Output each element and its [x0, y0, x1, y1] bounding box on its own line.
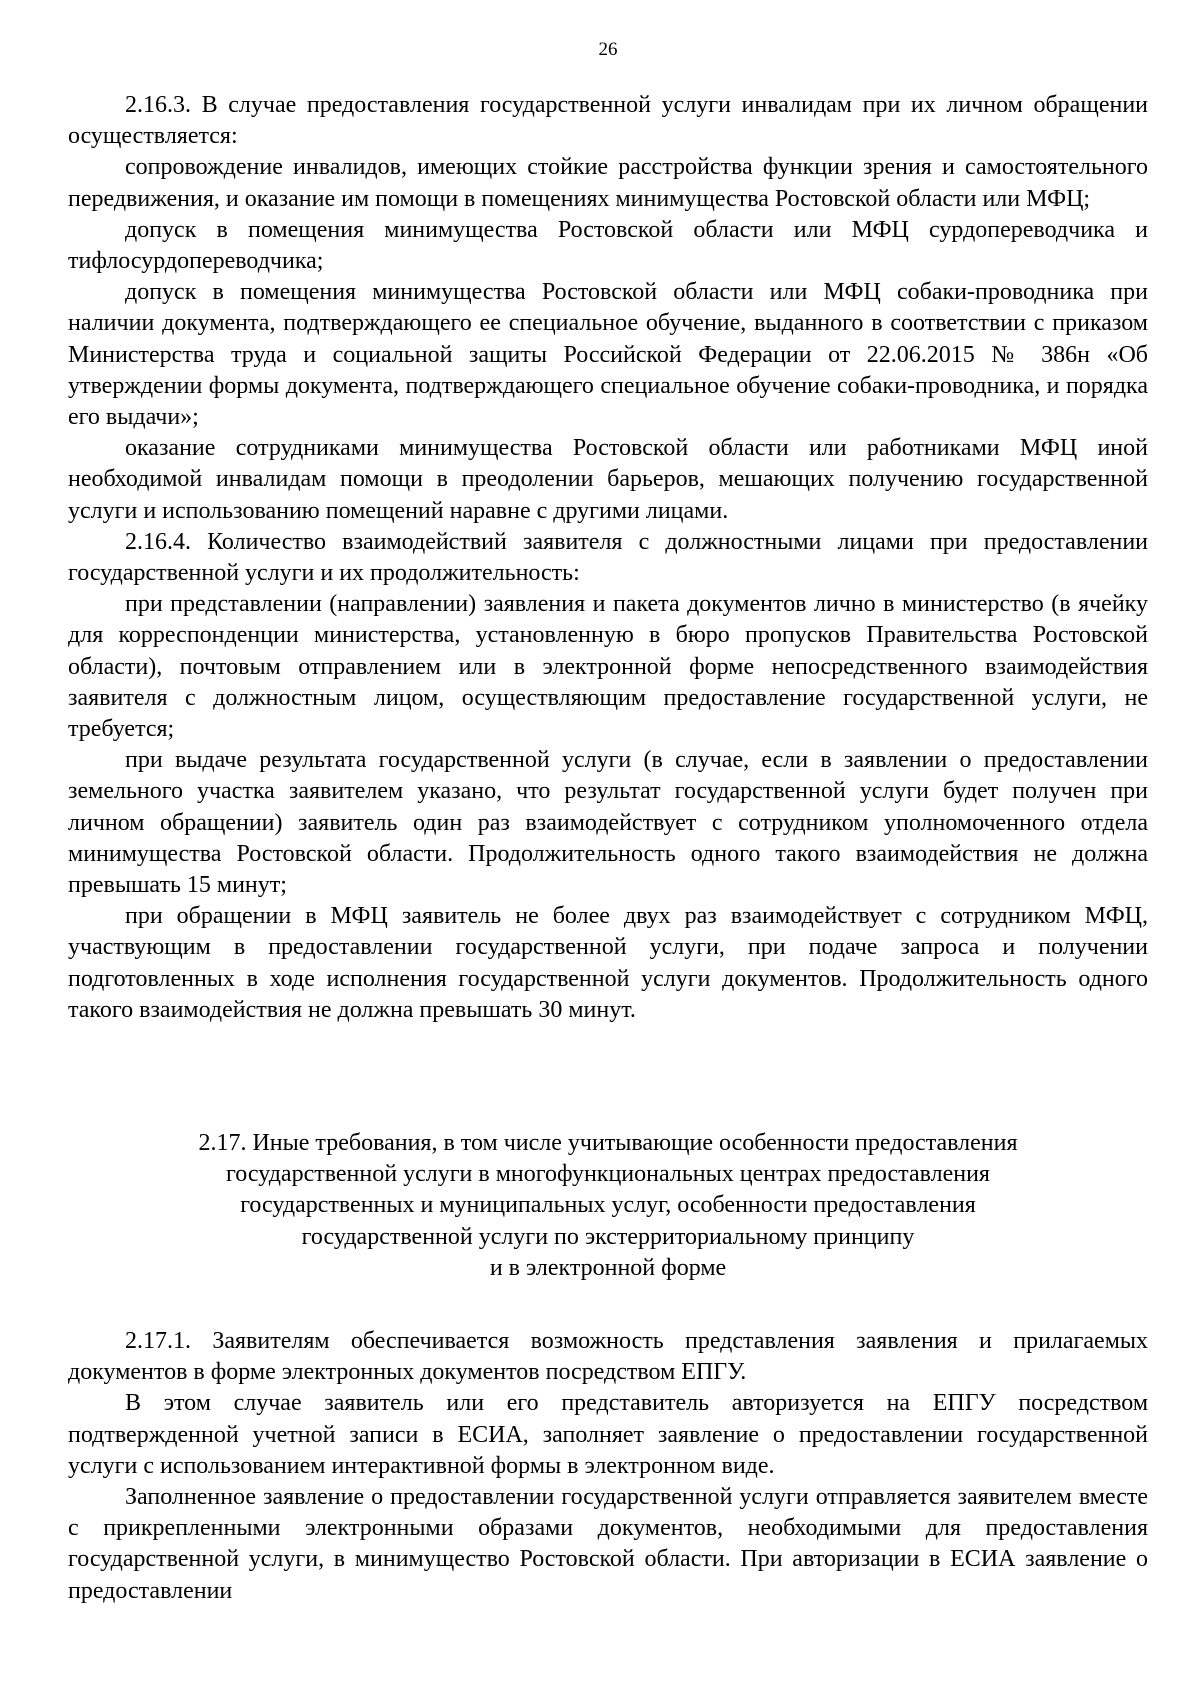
paragraph-mfc-interaction: при обращении в МФЦ заявитель не более двух раз взаимодействует с сотрудником МФЦ, участвующим в предоставлении государственной услуги, при подаче запроса и получении подготовленных в ходе исполнения государственной услуги документов. Продолжительность одного такого взаимодействия не должна превышать 30 минут. — [68, 903, 1148, 1023]
paragraph-escort: сопровождение инвалидов, имеющих стойкие расстройства функции зрения и самостоятельного передвижения, и оказание им помощи в помещениях минимущества Ростовской области или МФЦ; — [68, 154, 1148, 212]
paragraph-application-sent: Заполненное заявление о предоставлении государственной услуги отправляется заявителем вместе с прикрепленными электронными образами документов, необходимыми для предоставления государственной услуги, в минимущество Ростовской области. При авторизации в ЕСИА заявление о предоставлении — [68, 1484, 1148, 1604]
body-text-section-2-17 — [68, 1326, 1148, 1607]
heading-line: и в электронной форме — [489, 1254, 727, 1281]
paragraph-epgu-auth: В этом случае заявитель или его представитель авторизуется на ЕПГУ посредством подтвержденной учетной записи в ЕСИА, заполняет заявление о предоставлении государственной услуги с использованием интерактивной формы в электронном виде. — [68, 1390, 1148, 1479]
paragraph-assistance: оказание сотрудниками минимущества Ростовской области или работниками МФЦ иной необходимой инвалидам помощи в преодолении барьеров, мешающих получению государственной услуги и использованию помещений наравне с другими лицами. — [68, 435, 1148, 524]
heading-line: государственной услуги в многофункциональных центрах предоставления — [226, 1161, 990, 1188]
paragraph-submission: при представлении (направлении) заявления и пакета документов лично в министерство (в ячейку для корреспонденции министерства, установленную в бюро пропусков Правительства Ростовской области), почтовым отправлением или в электронной форме непосредственного взаимодействия заявителя с должностным лицом, осуществляющим предоставление государственной услуги, не требуется; — [68, 591, 1148, 743]
paragraph-sign-interpreter: допуск в помещения минимущества Ростовской области или МФЦ сурдопереводчика и тифлосурдопереводчика; — [68, 216, 1148, 275]
paragraph-guide-dog: допуск в помещения минимущества Ростовской области или МФЦ собаки-проводника при наличии документа, подтверждающего ее специальное обучение, выданного в соответствии с приказом Министерства труда и социальной защиты Российской Федерации от 22.06.2015 № 386н «Об утверждении формы документа, подтверждающего специальное обучение собаки-проводника, и порядка его выдачи»; — [68, 279, 1148, 431]
section-heading-2-17 — [68, 1128, 1148, 1284]
paragraph-2-16-3: 2.16.3. В случае предоставления государственной услуги инвалидам при их личном обращении осуществляется: — [68, 92, 1148, 150]
heading-line: государственной услуги по экстерриториальному принципу — [301, 1223, 915, 1250]
paragraph-2-16-4: 2.16.4. Количество взаимодействий заявителя с должностными лицами при предоставлении государственной услуги и их продолжительность: — [68, 528, 1148, 587]
page-number: 26 — [598, 39, 618, 60]
paragraph-2-17-1: 2.17.1. Заявителям обеспечивается возможность представления заявления и прилагаемых документов в форме электронных документов посредством ЕПГУ. — [68, 1328, 1148, 1386]
heading-line: 2.17. Иные требования, в том числе учитывающие особенности предоставления — [198, 1130, 1018, 1156]
body-text-section-2-16 — [68, 90, 1148, 1026]
heading-line: государственных и муниципальных услуг, особенности предоставления — [240, 1192, 976, 1219]
paragraph-result-issue: при выдаче результата государственной услуги (в случае, если в заявлении о предоставлении земельного участка заявителем указано, что результат государственной услуги будет получен при личном обращении) заявитель один раз взаимодействует с сотрудником уполномоченного отдела минимущества Ростовской области. Продолжительность одного такого взаимодействия не должна превышать 15 минут; — [68, 747, 1148, 899]
